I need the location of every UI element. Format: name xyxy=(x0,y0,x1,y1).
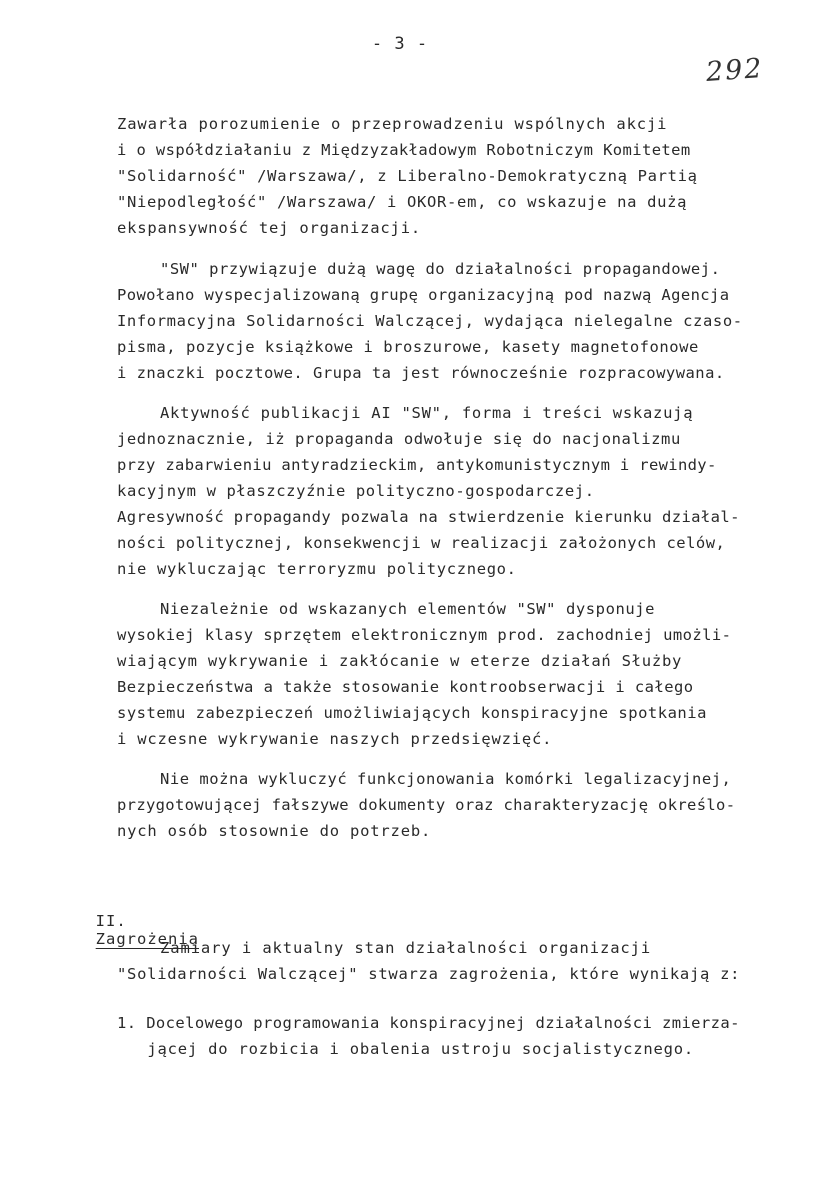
text-line: systemu zabezpieczeń umożliwiających konspiracyjne spotkania xyxy=(117,704,707,722)
section-title: Zagrożenia xyxy=(95,930,199,948)
text-line: przygotowującej fałszywe dokumenty oraz charakteryzację określo- xyxy=(117,796,736,814)
text-line: i znaczki pocztowe. Grupa ta jest równocześnie rozpracowywana. xyxy=(117,364,725,382)
text-line: ności politycznej, konsekwencji w realizacji założonych celów, xyxy=(117,534,726,552)
text-line: jącej do rozbicia i obalenia ustroju socjalistycznego. xyxy=(117,1040,694,1058)
text-line: Agresywność propagandy pozwala na stwierdzenie kierunku działal- xyxy=(117,508,740,526)
text-line: Powołano wyspecjalizowaną grupę organizacyjną pod nazwą Agencja xyxy=(117,286,730,304)
page-number: - 3 - xyxy=(371,34,429,54)
text-line: Zawarła porozumienie o przeprowadzeniu wspólnych akcji xyxy=(117,115,668,133)
text-line: kacyjnym w płaszczyźnie polityczno-gospodarczej. xyxy=(117,482,595,500)
text-line: i wczesne wykrywanie naszych przedsięwzięć. xyxy=(117,730,553,748)
text-line: nie wykluczając terroryzmu politycznego. xyxy=(117,560,517,578)
text-line: Zamiary i aktualny stan działalności organizacji xyxy=(160,939,652,957)
text-line: "Solidarności Walczącej" stwarza zagrożenia, które wynikają z: xyxy=(117,965,741,983)
text-line: "Solidarność" /Warszawa/, z Liberalno-Demokratyczną Partią xyxy=(117,167,698,185)
text-line: "Niepodległość" /Warszawa/ i OKOR-em, co wskazuje na dużą xyxy=(117,193,688,211)
text-line: i o współdziałaniu z Międzyzakładowym Robotniczym Komitetem xyxy=(117,141,691,159)
text-line: ekspansywność tej organizacji. xyxy=(117,219,421,237)
text-line: nych osób stosownie do potrzeb. xyxy=(117,822,432,840)
text-line: jednoznacznie, iż propaganda odwołuje się do nacjonalizmu xyxy=(117,430,681,448)
archive-number: 292 xyxy=(704,53,765,88)
text-line: pisma, pozycje książkowe i broszurowe, kasety magnetofonowe xyxy=(117,338,699,356)
text-line: wiającym wykrywanie i zakłócanie w eterze działań Służby xyxy=(117,652,683,670)
text-line: przy zabarwieniu antyradzieckim, antykomunistycznym i rewindy- xyxy=(117,456,717,474)
text-line: Niezależnie od wskazanych elementów "SW" dysponuje xyxy=(160,600,656,618)
text-line: Informacyjna Solidarności Walczącej, wydająca nielegalne czaso- xyxy=(117,312,743,330)
text-line: wysokiej klasy sprzętem elektronicznym prod. zachodniej umożli- xyxy=(117,626,732,644)
text-line: 1. Docelowego programowania konspiracyjnej działalności zmierza- xyxy=(117,1014,740,1032)
text-line: Bezpieczeństwa a także stosowanie kontroobserwacji i całego xyxy=(117,678,694,696)
text-line: Aktywność publikacji AI "SW", forma i treści wskazują xyxy=(160,404,694,422)
text-line: Nie można wykluczyć funkcjonowania komórki legalizacyjnej, xyxy=(160,770,732,788)
text-line: "SW" przywiązuje dużą wagę do działalności propagandowej. xyxy=(160,260,721,278)
section-number: II. xyxy=(95,912,127,930)
